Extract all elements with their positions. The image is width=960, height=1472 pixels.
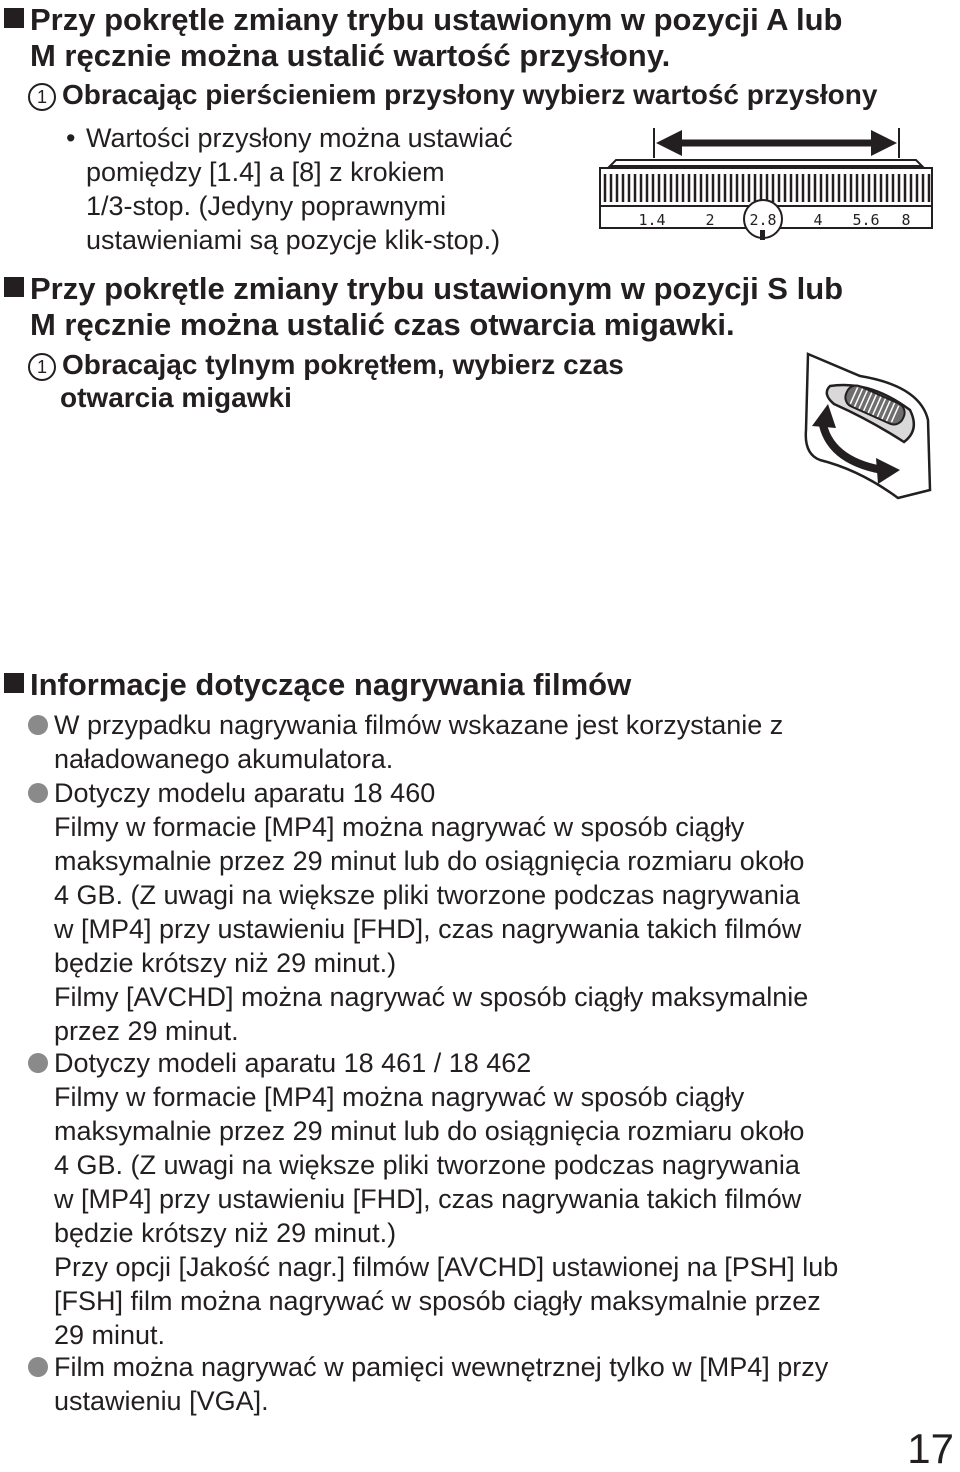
square-bullet-icon xyxy=(4,277,24,297)
round-bullet-icon xyxy=(28,1357,48,1377)
page-number: 17 xyxy=(907,1425,954,1472)
shutter-step: 1 Obracając tylnym pokrętłem, wybierz czas otwarcia migawki xyxy=(28,348,788,414)
ring-label-5-6: 5.6 xyxy=(852,211,880,229)
round-bullet-icon xyxy=(28,715,48,735)
aperture-step: 1 Obracając pierścieniem przysłony wybierz wartość przysłony xyxy=(28,78,948,111)
movie-note: Dotyczy modelu aparatu 18 460 Filmy w formacie [MP4] można nagrywać w sposób ciągły maksymalnie przez 29 minut lub do osiągnięcia rozmiaru około 4 GB. (Z uwagi na większe pliki tworzone podczas nagrywania w [MP4] przy ustawieniu [FHD], czas nagrywania takich filmów będzie krótszy niż 29 minut.) Filmy [AVCHD] można nagrywać w sposób ciągły maksymalnie przez 29 minut. xyxy=(28,776,928,1048)
aperture-bullet-text: Wartości przysłony można ustawiać pomiędzy [1.4] a [8] z krokiem 1/3-stop. (Jedyny poprawnymi ustawieniami są pozycje klik-stop.) xyxy=(86,123,513,255)
ring-label-4: 4 xyxy=(813,211,823,229)
step-number-icon: 1 xyxy=(28,353,56,381)
aperture-bullet: • xyxy=(66,123,76,153)
square-bullet-icon xyxy=(4,8,24,28)
step-number-icon: 1 xyxy=(28,83,56,111)
movie-note: W przypadku nagrywania filmów wskazane jest korzystanie z naładowanego akumulatora. xyxy=(28,708,928,776)
movie-note: Dotyczy modeli aparatu 18 461 / 18 462 Filmy w formacie [MP4] można nagrywać w sposób ciągły maksymalnie przez 29 minut lub do osiągnięcia rozmiaru około 4 GB. (Z uwagi na większe pliki tworzone podczas nagrywania w [MP4] przy ustawieniu [FHD], czas nagrywania takich filmów będzie krótszy niż 29 minut.) Przy opcji [Jakość nagr.] filmów [AVCHD] ustawionej na [PSH] lub [FSH] film można nagrywać w sposób ciągły maksymalnie przez 29 minut. xyxy=(28,1046,928,1352)
shutter-heading: Przy pokrętle zmiany trybu ustawionym w pozycji S lub M ręcznie można ustalić czas otwarcia migawki. xyxy=(4,271,954,343)
ring-label-1-4: 1.4 xyxy=(638,211,666,229)
ring-label-8: 8 xyxy=(901,211,911,229)
movie-note: Film można nagrywać w pamięci wewnętrznej tylko w [MP4] przy ustawieniu [VGA]. xyxy=(28,1350,928,1418)
square-bullet-icon xyxy=(4,673,24,693)
aperture-ring-illustration xyxy=(596,122,936,252)
round-bullet-icon xyxy=(28,783,48,803)
aperture-heading: Przy pokrętle zmiany trybu ustawionym w pozycji A lub M ręcznie można ustalić wartość przysłony. xyxy=(4,2,954,74)
ring-label-2: 2 xyxy=(705,211,715,229)
round-bullet-icon xyxy=(28,1053,48,1073)
double-arrow-icon xyxy=(654,128,899,158)
rear-dial-illustration xyxy=(800,350,935,500)
index-mark-icon xyxy=(760,230,765,240)
ring-label-2-8: 2.8 xyxy=(749,211,777,229)
movies-heading: Informacje dotyczące nagrywania filmów xyxy=(4,667,954,703)
